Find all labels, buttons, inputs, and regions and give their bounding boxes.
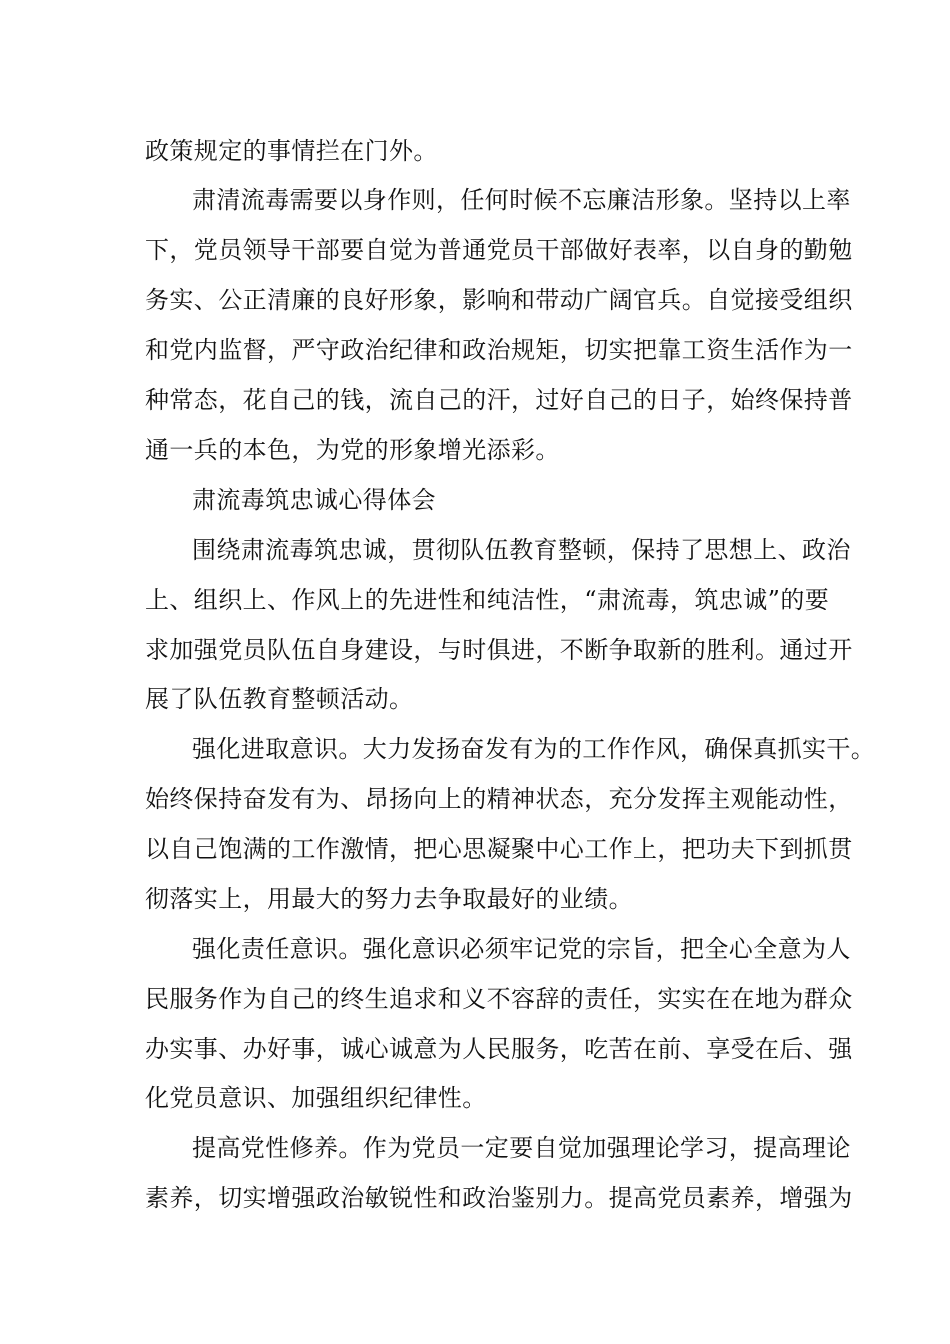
text-line: 肃清流毒需要以身作则，任何时候不忘廉洁形象。坚持以上率 [192,186,851,214]
text-line: 求加强党员队伍自身建设，与时俱进，不断争取新的胜利。通过开 [145,636,853,664]
text-line: 办实事、办好事，诚心诚意为人民服务，吃苦在前、享受在后、强 [145,1035,853,1063]
text-line: 提高党性修养。作为党员一定要自觉加强理论学习，提高理论 [192,1134,851,1162]
text-line: 强化责任意识。强化意识必须牢记党的宗旨，把全心全意为人 [192,935,851,963]
text-line: 政策规定的事情拦在门外。 [145,137,438,165]
text-line: 和党内监督，严守政治纪律和政治规矩，切实把靠工资生活作为一 [145,336,853,364]
text-line: 展了队伍教育整顿活动。 [145,685,414,713]
text-line: 下，党员领导干部要自觉为普通党员干部做好表率，以自身的勤勉 [145,236,853,264]
text-line: 务实、公正清廉的良好形象，影响和带动广阔官兵。自觉接受组织 [145,286,853,314]
text-line: 通一兵的本色，为党的形象增光添彩。 [145,436,560,464]
text-line: 素养，切实增强政治敏锐性和政治鉴别力。提高党员素养，增强为 [145,1184,853,1212]
text-line: 种常态，花自己的钱，流自己的汗，过好自己的日子，始终保持普 [145,386,853,414]
text-line: 民服务作为自己的终生追求和义不容辞的责任，实实在在地为群众 [145,985,853,1013]
section-heading: 肃流毒筑忠诚心得体会 [192,486,436,514]
text-line: 上、组织上、作风上的先进性和纯洁性，“肃流毒，筑忠诚”的要 [145,586,830,614]
text-line: 强化进取意识。大力发扬奋发有为的工作作风，确保真抓实干。 [192,735,876,763]
text-line: 彻落实上，用最大的努力去争取最好的业绩。 [145,885,633,913]
text-line: 以自己饱满的工作激情，把心思凝聚中心工作上，把功夫下到抓贯 [145,835,853,863]
text-line: 化党员意识、加强组织纪律性。 [145,1084,487,1112]
text-line: 围绕肃流毒筑忠诚，贯彻队伍教育整顿，保持了思想上、政治 [192,536,851,564]
text-line: 始终保持奋发有为、昂扬向上的精神状态，充分发挥主观能动性， [145,785,853,813]
